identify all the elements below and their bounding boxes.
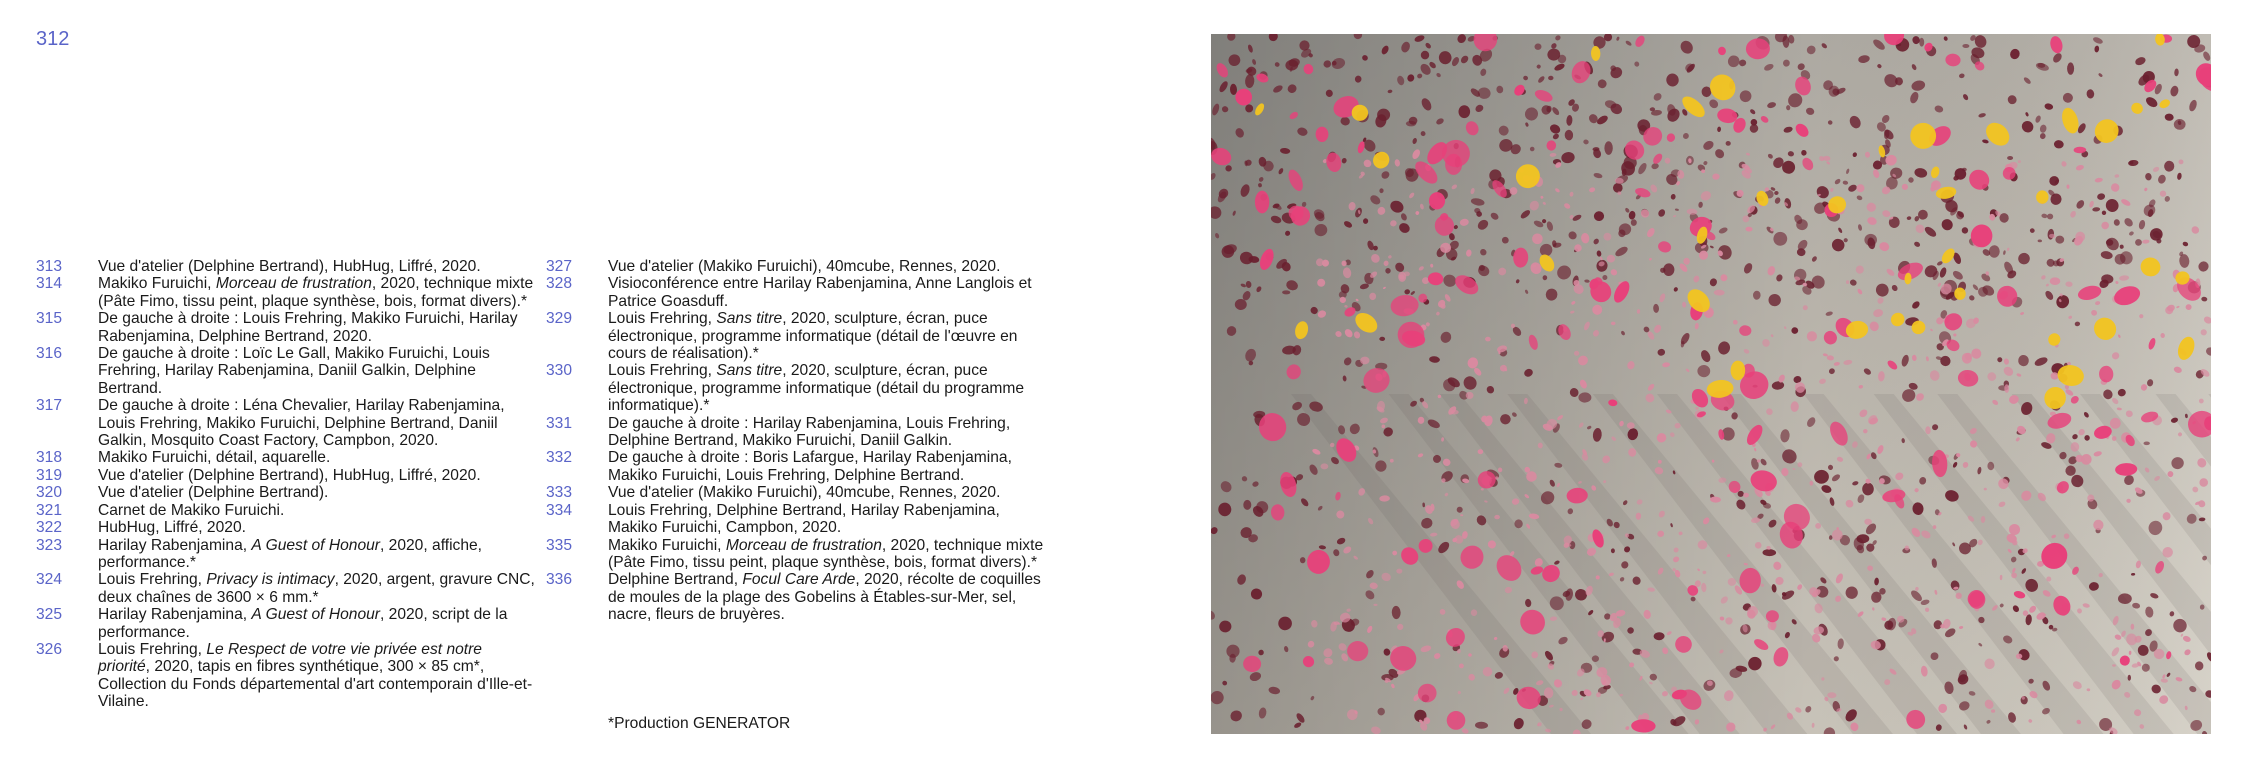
pink-crumb [2050,277,2061,285]
caption-number: 333 [546,484,573,502]
caption-segment: , 2020, argent, gravure CNC, deux chaînes de 3600 × 6 mm.* [98,571,535,606]
caption-segment: , 2020, technique mixte (Pâte Fimo, tissu peint, plaque synthèse, bois, format divers).* [98,275,534,310]
caption-number: 330 [546,362,573,380]
caption-segment: Harilay Rabenjamina, [98,606,252,624]
work-title: Focul Care Arde [742,571,856,589]
caption-entry [546,415,1046,450]
work-title: Privacy is intimacy [206,571,335,589]
caption-segment: HubHug, Liffré, 2020. [98,519,246,537]
caption-entry [546,502,1046,537]
caption-segment: , 2020, affiche, performance.* [98,536,483,571]
caption-segment: De gauche à droite : Louis Frehring, Makiko Furuichi, Harilay Rabenjamina, Delphine Bertrand, 2020. [98,310,518,345]
pink-petal [1255,191,1269,214]
caption-segment: , 2020, sculpture, écran, puce électronique, programme informatique (détail du programme informatique).* [608,362,1025,415]
caption-text [608,310,1046,362]
page-number: 312 [36,28,70,50]
caption-segment: Vue d'atelier (Makiko Furuichi), 40mcube, Rennes, 2020. [608,258,1001,275]
pink-petal [1447,711,1466,730]
caption-text [98,519,536,536]
caption-text [98,484,536,501]
caption-number: 320 [36,484,63,502]
caption-text [608,258,1046,275]
photograph-image [1211,34,2211,734]
caption-number: 332 [546,449,573,467]
caption-entry [36,606,536,641]
pink-petal [2003,167,2016,180]
caption-segment: Louis Frehring, [608,310,717,328]
caption-text [608,449,1046,484]
caption-segment: , 2020, technique mixte (Pâte Fimo, tissu peint, plaque synthèse, bois, format divers).* [608,536,1044,571]
caption-text [98,467,536,484]
work-title: A Guest of Honour [251,606,380,624]
caption-entry [36,519,536,536]
caption-segment: Vue d'atelier (Delphine Bertrand), HubHug, Liffré, 2020. [98,258,481,275]
caption-text [98,606,536,641]
caption-number: 326 [36,640,63,658]
caption-entry [546,310,1046,362]
caption-number: 318 [36,449,63,467]
caption-entry [36,397,536,449]
caption-column-right [546,258,1046,624]
caption-segment: De gauche à droite : Léna Chevalier, Harilay Rabenjamina, Louis Frehring, Makiko Furuichi, Delphine Bertrand, Daniil Galkin, Mosquito Coast Factory, Campbon, 2020. [98,397,505,450]
pink-crumb [1321,463,1329,469]
dark-petal [1459,105,1471,118]
caption-entry [546,258,1046,275]
caption-text [98,397,536,449]
caption-segment: Louis Frehring, [98,571,207,589]
caption-text [608,502,1046,537]
dark-petal [1243,500,1251,510]
caption-number: 314 [36,275,63,293]
pink-crumb [2131,624,2135,630]
caption-segment: De gauche à droite : Boris Lafargue, Harilay Rabenjamina, Makiko Furuichi, Louis Frehring, Delphine Bertrand. [608,449,1012,484]
caption-entry [546,484,1046,501]
caption-column-left [36,258,536,711]
pink-crumb [1627,422,1635,429]
caption-segment: De gauche à droite : Harilay Rabenjamina, Louis Frehring, Delphine Bertrand, Makiko Furuichi, Daniil Galkin. [608,414,1011,450]
caption-text [98,641,536,711]
caption-segment: Makiko Furuichi, [98,275,216,293]
caption-entry [36,502,536,519]
caption-segment: , 2020, tapis en fibres synthétique, 300 × 85 cm*, Collection du Fonds départemental d'art contemporain d'Ille-et-Vilaine. [98,658,533,711]
caption-text [608,275,1046,310]
caption-number: 319 [36,466,63,484]
caption-text [98,258,536,275]
pink-crumb [1611,322,1616,326]
caption-entry [546,449,1046,484]
caption-text [608,362,1046,414]
caption-number: 317 [36,397,63,415]
caption-entry [36,641,536,711]
production-footnote: *Production GENERATOR [608,715,791,732]
caption-segment: Louis Frehring, [608,362,717,380]
caption-segment: Vue d'atelier (Makiko Furuichi), 40mcube, Rennes, 2020. [608,484,1001,502]
dark-petal [2128,675,2131,681]
caption-number: 315 [36,310,63,328]
caption-number: 336 [546,571,573,589]
caption-segment: , 2020, script de la performance. [98,606,508,641]
dark-petal [2007,156,2013,160]
caption-number: 329 [546,310,573,328]
caption-segment: Delphine Bertrand, [608,571,743,589]
pink-crumb [1494,515,1500,519]
caption-entry [546,571,1046,623]
caption-text [608,571,1046,623]
caption-text [98,571,536,606]
caption-segment: Carnet de Makiko Furuichi. [98,501,285,519]
petals-photograph [1211,34,2211,734]
caption-text [98,310,536,345]
caption-segment: Makiko Furuichi, [608,536,726,554]
caption-entry [36,345,536,397]
caption-segment: Louis Frehring, Delphine Bertrand, Harilay Rabenjamina, Makiko Furuichi, Campbon, 2020. [608,501,1000,537]
caption-entry [36,258,536,275]
caption-text [608,484,1046,501]
caption-segment: Visioconférence entre Harilay Rabenjamina, Anne Langlois et Patrice Goasduff. [608,275,1032,310]
pink-petal [1316,127,1329,142]
caption-text [98,345,536,397]
work-title: Sans titre [716,362,783,380]
caption-number: 313 [36,258,63,275]
caption-entry [36,484,536,501]
dark-petal [2067,62,2074,74]
caption-text [98,502,536,519]
caption-number: 321 [36,501,63,519]
work-title: A Guest of Honour [251,536,380,554]
caption-text [608,537,1046,572]
dark-petal [2144,441,2150,445]
pink-crumb [1698,540,1708,549]
caption-entry [36,449,536,466]
dark-petal [1604,141,1612,155]
caption-entry [36,571,536,606]
caption-entry [546,275,1046,310]
caption-number: 325 [36,606,63,624]
caption-text [98,449,536,466]
caption-entry [36,310,536,345]
caption-segment: De gauche à droite : Loïc Le Gall, Makiko Furuichi, Louis Frehring, Harilay Rabenjamina, Daniil Galkin, Delphine Bertrand. [98,345,490,397]
caption-number: 334 [546,501,573,519]
caption-segment: Vue d'atelier (Delphine Bertrand), HubHug, Liffré, 2020. [98,466,481,484]
caption-number: 327 [546,258,573,275]
caption-entry [36,537,536,572]
caption-number: 323 [36,536,63,554]
caption-text [608,415,1046,450]
caption-segment: Harilay Rabenjamina, [98,536,252,554]
caption-entry [546,537,1046,572]
caption-entry [546,362,1046,414]
work-title: Morceau de frustration [215,275,372,293]
caption-segment: Makiko Furuichi, détail, aquarelle. [98,449,331,467]
caption-segment: , 2020, récolte de coquilles de moules de la plage des Gobelins à Étables-sur-Mer, sel, nacre, fleurs de bruyères. [608,571,1041,624]
caption-segment: Vue d'atelier (Delphine Bertrand). [98,484,329,502]
caption-segment: Louis Frehring, [98,640,207,658]
caption-entry [36,275,536,310]
caption-text [98,275,536,310]
dark-petal [1514,519,1522,528]
caption-segment: , 2020, sculpture, écran, puce électronique, programme informatique (détail de l'œuvre en cours de réalisation).* [608,310,1018,363]
work-title: Sans titre [716,310,783,328]
pink-crumb [2112,436,2117,441]
caption-entry [36,467,536,484]
caption-number: 322 [36,519,63,537]
work-title: Le Respect de votre vie privée est notre priorité [98,640,482,676]
caption-text [98,537,536,572]
caption-number: 335 [546,536,573,554]
work-title: Morceau de frustration [725,536,882,554]
caption-number: 328 [546,275,573,293]
pink-crumb [1440,243,1451,253]
caption-number: 316 [36,345,63,363]
pink-crumb [1598,630,1604,637]
caption-number: 331 [546,414,573,432]
caption-number: 324 [36,571,63,589]
